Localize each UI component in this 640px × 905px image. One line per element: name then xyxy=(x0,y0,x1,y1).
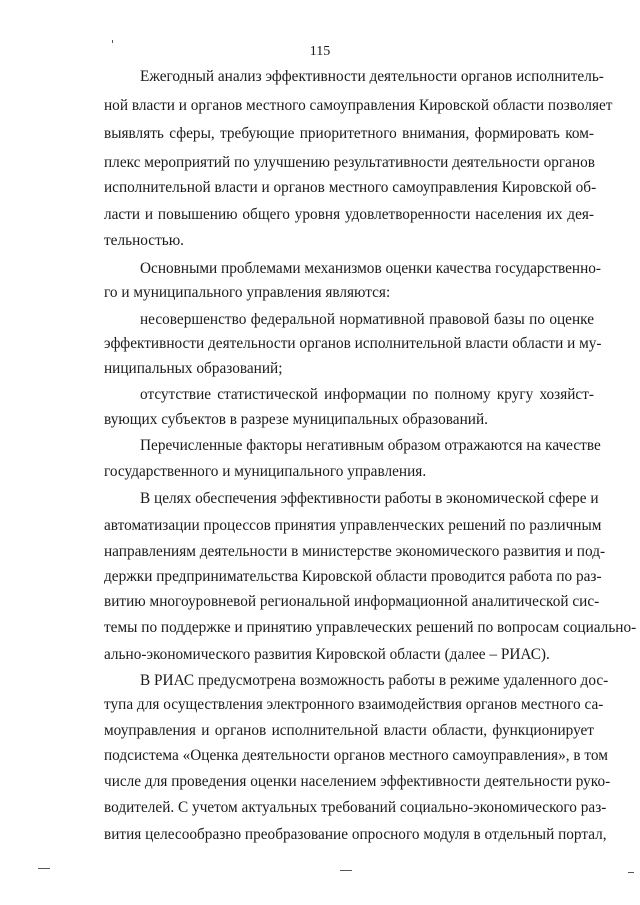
text-line: Перечисленные факторы негативным образом отражаются на качестве xyxy=(140,437,601,454)
list-item-line: вующих субъектов в разрезе муниципальных образований. xyxy=(104,411,488,428)
scan-mark xyxy=(112,40,113,43)
text-line: держки предпринимательства Кировской области проводится работа по раз- xyxy=(104,568,602,585)
list-item-line: эффективности деятельности органов исполнительной власти области и му- xyxy=(104,335,602,352)
scan-mark xyxy=(340,870,352,871)
page-number: 115 xyxy=(309,44,331,59)
text-line: Ежегодный анализ эффективности деятельности органов исполнитель- xyxy=(140,68,604,85)
text-line: ально-экономического развития Кировской области (далее – РИАС). xyxy=(104,646,550,663)
text-line: водителей. С учетом актуальных требований социально-экономического раз- xyxy=(104,799,607,816)
text-line: вития целесообразно преобразование опросного модуля в отдельный портал, xyxy=(104,826,607,843)
text-line: В РИАС предусмотрена возможность работы в режиме удаленного дос- xyxy=(140,672,609,689)
text-line: автоматизации процессов принятия управленческих решений по различным xyxy=(104,517,602,534)
text-line: го и муниципального управления являются: xyxy=(104,284,391,301)
text-line: числе для проведения оценки населением эффективности деятельности руко- xyxy=(104,773,611,790)
list-item-line: ниципальных образований; xyxy=(104,360,283,377)
text-line: тельностью. xyxy=(104,232,185,249)
list-item-line: отсутствие статистической информации по полному кругу хозяйст- xyxy=(140,386,594,403)
scan-mark xyxy=(628,872,634,873)
scan-mark xyxy=(38,868,50,869)
text-line: тупа для осуществления электронного взаимодействия органов местного са- xyxy=(104,696,604,713)
text-line: моуправления и органов исполнительной власти области, функционирует xyxy=(104,722,594,739)
text-line: государственного и муниципального управления. xyxy=(104,463,427,480)
text-line: ной власти и органов местного самоуправления Кировской области позволяет xyxy=(104,97,613,114)
text-line: подсистема «Оценка деятельности органов местного самоуправления», в том xyxy=(104,747,608,764)
text-line: выявлять сферы, требующие приоритетного внимания, формировать ком- xyxy=(104,125,594,142)
text-line: темы по поддержке и принятию управлеческих решений по вопросам социально- xyxy=(104,619,637,636)
text-line: ласти и повышению общего уровня удовлетворенности населения их дея- xyxy=(104,206,594,223)
text-line: Основными проблемами механизмов оценки качества государственно- xyxy=(140,260,602,277)
text-line: плекс мероприятий по улучшению результативности деятельности органов xyxy=(104,154,596,171)
text-line: В целях обеспечения эффективности работы в экономической сфере и xyxy=(140,490,599,507)
text-line: направлениям деятельности в министерстве экономического развития и под- xyxy=(104,543,606,560)
text-line: исполнительной власти и органов местного самоуправления Кировской об- xyxy=(104,179,597,196)
text-line: витию многоуровневой региональной информационной аналитической сис- xyxy=(104,593,600,610)
list-item-line: несовершенство федеральной нормативной правовой базы по оценке xyxy=(140,311,594,328)
